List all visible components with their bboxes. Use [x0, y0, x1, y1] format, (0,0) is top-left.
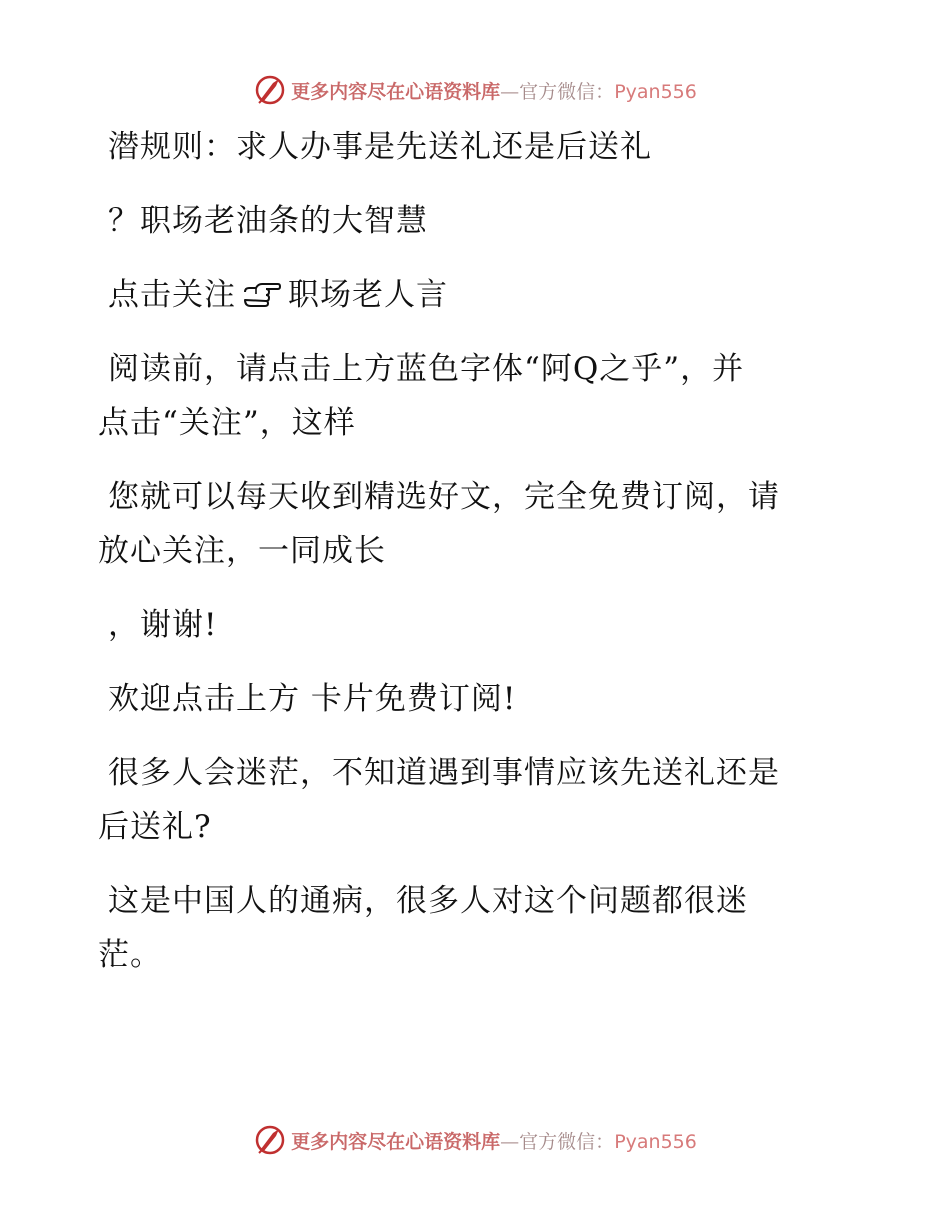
paragraph-5-line-2: 后送礼?: [98, 809, 212, 845]
article-title-line-1: 潜规则：求人办事是先送礼还是后送礼: [108, 129, 652, 165]
paragraph-4: 欢迎点击上方 卡片免费订阅!: [108, 681, 517, 717]
watermark-label: 官方微信：: [519, 1130, 615, 1153]
watermark-label: 官方微信：: [519, 80, 615, 103]
article-title-line-2: ？职场老油条的大智慧: [108, 203, 428, 239]
paragraph-1-line-1: 阅读前，请点击上方蓝色字体“阿Q之乎”，并: [108, 351, 745, 387]
paragraph-2-line-2: 放心关注，一同成长: [98, 533, 386, 569]
footer-watermark: [0, 1120, 950, 1160]
paragraph-5-line-1: 很多人会迷茫，不知道遇到事情应该先送礼还是: [108, 755, 780, 791]
paragraph-6-line-2: 茫。: [98, 937, 162, 973]
watermark-text: [291, 77, 697, 104]
paragraph-1-line-2: 点击“关注”，这样: [98, 405, 356, 441]
follow-line: [98, 268, 838, 322]
follow-prefix: 点击关注: [108, 277, 236, 313]
paragraph-3: ，谢谢!: [108, 607, 218, 643]
watermark-wechat-id: Pyan556: [614, 80, 697, 103]
follow-suffix: 职场老人言: [288, 277, 448, 313]
paragraph-6-line-1: 这是中国人的通病，很多人对这个问题都很迷: [108, 883, 748, 919]
quill-logo-icon: [253, 73, 287, 107]
quill-logo-icon: [253, 1123, 287, 1157]
article-body: [98, 120, 838, 982]
pointing-hand-icon: [242, 280, 282, 310]
header-watermark: [0, 70, 950, 110]
watermark-brand: 更多内容尽在心语资料库: [291, 1130, 501, 1153]
watermark-brand: 更多内容尽在心语资料库: [291, 80, 501, 103]
watermark-text: [291, 1127, 697, 1154]
paragraph-2-line-1: 您就可以每天收到精选好文，完全免费订阅，请: [108, 479, 780, 515]
watermark-wechat-id: Pyan556: [614, 1130, 697, 1153]
watermark-dash: —: [500, 80, 520, 103]
watermark-dash: —: [500, 1130, 520, 1153]
